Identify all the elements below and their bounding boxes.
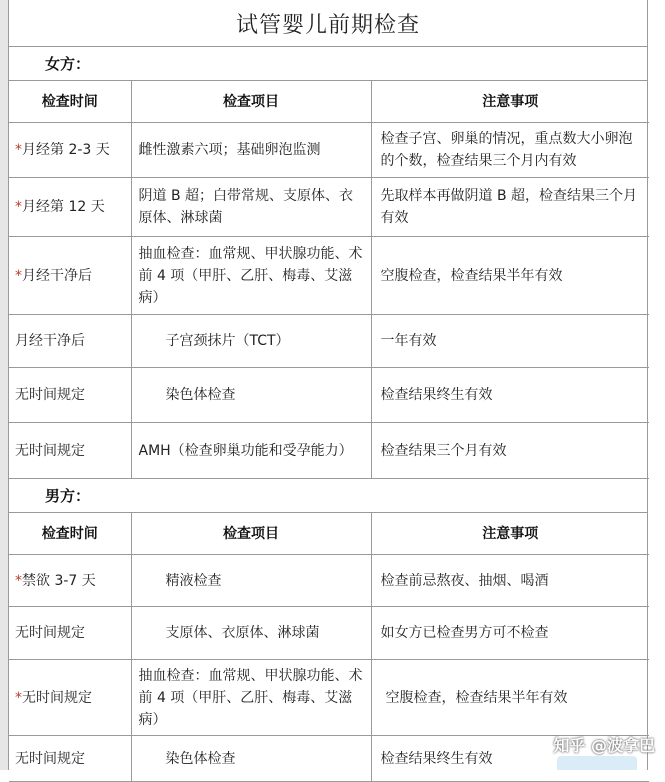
cell-time-text: 月经第 12 天 xyxy=(22,199,105,215)
cell-note: 检查前忌熬夜、抽烟、喝酒 xyxy=(371,555,649,607)
cell-time xyxy=(9,555,131,607)
cell-note: 检查子宫、卵巢的情况，重点数大小卵泡的个数，检查结果三个月内有效 xyxy=(371,123,649,178)
cell-item: AMH（检查卵巢功能和受孕能力） xyxy=(131,423,371,479)
cell-item: 支原体、衣原体、淋球菌 xyxy=(131,607,371,660)
required-star-icon: * xyxy=(15,572,22,589)
watermark-logo xyxy=(557,756,637,770)
cell-note: 检查结果终生有效 xyxy=(371,368,649,423)
table-row xyxy=(9,423,649,479)
cell-note: 一年有效 xyxy=(371,315,649,368)
female-table xyxy=(9,81,649,479)
cell-time xyxy=(9,660,131,736)
cell-item: 染色体检查 xyxy=(131,368,371,423)
female-rows xyxy=(9,123,649,479)
header-note: 注意事项 xyxy=(371,81,649,123)
table-row xyxy=(9,660,649,736)
cell-time xyxy=(9,315,131,368)
header-item: 检查项目 xyxy=(131,81,371,123)
cell-note: 空腹检查，检查结果半年有效 xyxy=(371,660,649,736)
table-row xyxy=(9,315,649,368)
cell-time-text: 无时间规定 xyxy=(15,750,85,767)
cell-item: 抽血检查：血常规、甲状腺功能、术前 4 项（甲肝、乙肝、梅毒、艾滋病） xyxy=(131,660,371,736)
watermark-text: 知乎 @波拿巴 xyxy=(553,736,655,755)
cell-item: 染色体检查 xyxy=(131,736,371,782)
table-row xyxy=(9,123,649,178)
cell-item: 阴道 B 超；白带常规、支原体、衣原体、淋球菌 xyxy=(131,178,371,237)
cell-item: 子宫颈抹片（TCT） xyxy=(131,315,371,368)
cell-time-text: 月经第 2-3 天 xyxy=(22,142,110,158)
cell-time-text: 月经干净后 xyxy=(15,333,85,349)
header-time: 检查时间 xyxy=(9,81,131,123)
table-row xyxy=(9,368,649,423)
cell-note: 检查结果终生有效 xyxy=(371,736,649,782)
male-section-label: 男方： xyxy=(9,479,647,513)
female-header-row xyxy=(9,81,649,123)
required-star-icon: * xyxy=(15,267,22,284)
cell-time-text: 无时间规定 xyxy=(15,442,85,459)
cell-item: 抽血检查：血常规、甲状腺功能、术前 4 项（甲肝、乙肝、梅毒、艾滋病） xyxy=(131,237,371,315)
required-star-icon: * xyxy=(15,199,22,215)
cell-note: 如女方已检查男方可不检查 xyxy=(371,607,649,660)
left-margin-strip xyxy=(0,0,8,770)
cell-item: 精液检查 xyxy=(131,555,371,607)
female-section-label: 女方： xyxy=(9,47,647,81)
cell-time xyxy=(9,423,131,479)
cell-time-text: 无时间规定 xyxy=(22,689,92,706)
header-note: 注意事项 xyxy=(371,513,649,555)
header-item: 检查项目 xyxy=(131,513,371,555)
cell-time-text: 禁欲 3-7 天 xyxy=(22,572,96,589)
cell-note: 空腹检查，检查结果半年有效 xyxy=(371,237,649,315)
cell-time xyxy=(9,237,131,315)
cell-note: 检查结果三个月有效 xyxy=(371,423,649,479)
table-row xyxy=(9,237,649,315)
table-row xyxy=(9,555,649,607)
cell-time-text: 无时间规定 xyxy=(15,387,85,403)
page-title: 试管婴儿前期检查 xyxy=(9,0,647,47)
cell-time xyxy=(9,178,131,237)
header-time: 检查时间 xyxy=(9,513,131,555)
cell-time xyxy=(9,123,131,178)
cell-note: 先取样本再做阴道 B 超，检查结果三个月有效 xyxy=(371,178,649,237)
table-row xyxy=(9,178,649,237)
cell-time xyxy=(9,607,131,660)
cell-time xyxy=(9,368,131,423)
table-row xyxy=(9,607,649,660)
cell-item: 雌性激素六项；基础卵泡监测 xyxy=(131,123,371,178)
required-star-icon: * xyxy=(15,142,22,158)
cell-time xyxy=(9,736,131,782)
male-header-row xyxy=(9,513,649,555)
checkup-sheet xyxy=(8,0,648,770)
cell-time-text: 无时间规定 xyxy=(15,625,85,641)
required-star-icon: * xyxy=(15,689,22,706)
cell-time-text: 月经干净后 xyxy=(22,267,92,284)
